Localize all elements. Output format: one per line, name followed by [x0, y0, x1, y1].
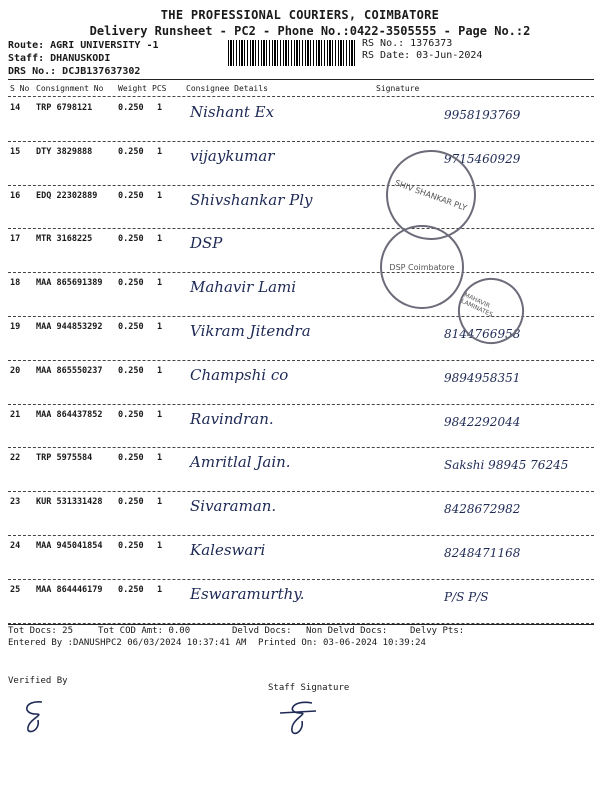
row-consignee: Shivshankar Ply [190, 190, 313, 209]
header-divider [8, 79, 594, 80]
row-consignment-no: TRP 5975584 [36, 453, 93, 464]
row-divider [8, 535, 594, 536]
staff-label: Staff: DHANUSKODI [8, 53, 111, 64]
row-consignment-no: EDQ 22302889 [36, 190, 98, 201]
row-consignee: Ravindran. [190, 409, 274, 428]
row-consignee: Vikram Jitendra [190, 322, 311, 340]
runsheet-subtitle: Delivery Runsheet - PC2 - Phone No.:0422-3505555 - Page No.:2 [89, 24, 531, 38]
row-signature: 8428672982 [444, 502, 521, 517]
row-consignment-no: KUR 531331428 [36, 497, 103, 508]
row-consignment-no: MAA 864437852 [36, 409, 103, 420]
row-sno: 24 [10, 541, 21, 551]
row-signature: 9715460929 [444, 151, 521, 166]
row-consignment-no: DTY 3829888 [36, 146, 93, 157]
col-consignment: Consignment No [36, 84, 104, 93]
row-consignee: Champshi co [190, 365, 289, 384]
row-weight: 0.250 [118, 103, 144, 113]
route-label: Route: AGRI UNIVERSITY -1 [8, 40, 159, 51]
row-consignment-no: MAA 865550237 [36, 365, 103, 376]
row-signature: 9894958351 [444, 370, 521, 385]
row-signature: 8144766958 [444, 327, 521, 341]
row-weight: 0.250 [118, 146, 144, 157]
row-pcs: 1 [157, 584, 163, 595]
footer-divider [8, 624, 594, 625]
row-pcs: 1 [157, 146, 163, 157]
row-sno: 25 [10, 584, 21, 595]
row-sno: 23 [10, 497, 21, 508]
verifier-signature [16, 696, 56, 736]
row-signature: 9958193769 [444, 108, 521, 122]
row-consignee: Mahavir Lami [190, 278, 297, 297]
row-sno: 15 [10, 146, 21, 157]
row-weight: 0.250 [118, 278, 144, 289]
row-divider [8, 447, 594, 448]
header-underline [8, 96, 594, 97]
row-sno: 18 [10, 278, 21, 289]
rs-date: RS Date: 03-Jun-2024 [362, 50, 483, 61]
row-divider [8, 491, 594, 492]
row-consignment-no: MTR 3168225 [36, 234, 93, 245]
row-sno: 21 [10, 409, 21, 420]
row-sno: 16 [10, 190, 21, 201]
row-divider [8, 228, 594, 229]
row-consignee: vijaykumar [190, 146, 275, 165]
col-sno: S No [10, 84, 30, 93]
row-pcs: 1 [157, 365, 163, 376]
delivered-docs: Delvd Docs: [232, 626, 292, 636]
row-sno: 17 [10, 234, 21, 245]
row-pcs: 1 [157, 190, 163, 201]
dsp-stamp: DSP Coimbatore [380, 225, 464, 309]
row-signature: 9842292044 [444, 414, 521, 429]
row-signature: 8248471168 [444, 546, 521, 560]
row-weight: 0.250 [118, 234, 144, 245]
row-signature: Sakshi 98945 76245 [444, 458, 569, 473]
row-consignee: Nishant Ex [190, 103, 275, 121]
company-title: THE PROFESSIONAL COURIERS, COIMBATORE [160, 8, 440, 22]
row-consignment-no: MAA 865691389 [36, 278, 103, 289]
printed-on: Printed On: 03-06-2024 10:39:24 [258, 638, 426, 648]
row-consignment-no: MAA 864446179 [36, 584, 103, 595]
row-pcs: 1 [157, 409, 163, 420]
drs-label: DRS No.: DCJB137637302 [8, 66, 141, 77]
row-weight: 0.250 [118, 409, 144, 420]
entered-by: Entered By :DANUSHPC2 06/03/2024 10:37:41 AM [8, 638, 247, 648]
row-sno: 14 [10, 103, 21, 113]
row-weight: 0.250 [118, 190, 144, 201]
barcode [228, 40, 356, 66]
row-divider [8, 579, 594, 580]
row-consignee: DSP [190, 234, 223, 253]
total-cod-amount: Tot COD Amt: 0.00 [98, 626, 191, 636]
row-pcs: 1 [157, 103, 163, 113]
row-weight: 0.250 [118, 497, 144, 508]
row-pcs: 1 [157, 278, 163, 289]
col-pcs: PCS [152, 84, 167, 93]
row-consignee: Eswaramurthy. [190, 584, 305, 603]
row-consignment-no: MAA 945041854 [36, 541, 103, 551]
row-pcs: 1 [157, 234, 163, 245]
staff-signature-label: Staff Signature [268, 683, 350, 693]
shivshankar-stamp: SHIV SHANKAR PLY [373, 137, 488, 252]
row-divider [8, 404, 594, 405]
row-weight: 0.250 [118, 365, 144, 376]
row-divider [8, 185, 594, 186]
row-consignee: Amritlal Jain. [190, 453, 291, 472]
rs-number: RS No.: 1376373 [362, 38, 453, 49]
row-consignee: Sivaraman. [190, 497, 277, 516]
row-sno: 19 [10, 322, 21, 332]
total-docs: Tot Docs: 25 [8, 626, 74, 636]
row-divider [8, 272, 594, 273]
row-consignee: Kaleswari [190, 541, 266, 559]
col-weight: Weight [118, 84, 147, 93]
row-divider [8, 141, 594, 142]
row-sno: 22 [10, 453, 21, 464]
row-pcs: 1 [157, 453, 163, 464]
row-pcs: 1 [157, 497, 163, 508]
col-consignee: Consignee Details [186, 84, 268, 93]
row-weight: 0.250 [118, 322, 144, 332]
row-weight: 0.250 [118, 453, 144, 464]
row-divider [8, 360, 594, 361]
col-signature: Signature [376, 84, 420, 93]
row-weight: 0.250 [118, 541, 144, 551]
row-pcs: 1 [157, 322, 163, 332]
mahavir-stamp: MAHAVIR LAMINATES [447, 267, 535, 355]
row-consignment-no: MAA 944853292 [36, 322, 103, 332]
verified-by-label: Verified By [8, 676, 68, 686]
row-weight: 0.250 [118, 584, 144, 595]
row-sno: 20 [10, 365, 21, 376]
row-consignment-no: TRP 6798121 [36, 103, 93, 113]
delivery-points: Delvy Pts: [410, 626, 465, 636]
row-signature: P/S P/S [444, 589, 489, 604]
staff-signature [276, 697, 326, 739]
row-pcs: 1 [157, 541, 163, 551]
non-delivered-docs: Non Delvd Docs: [306, 626, 388, 636]
